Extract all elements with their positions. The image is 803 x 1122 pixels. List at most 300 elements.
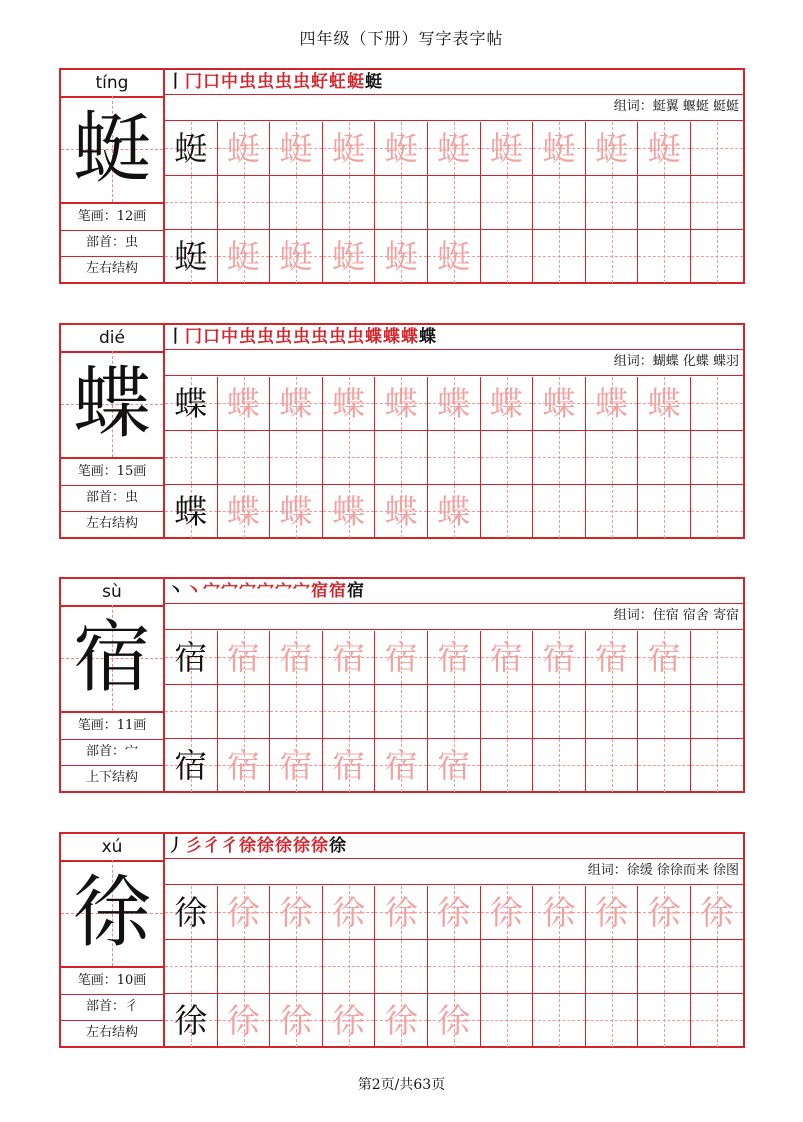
practice-cell[interactable] xyxy=(165,940,218,993)
practice-cell[interactable] xyxy=(586,485,639,538)
practice-cell[interactable] xyxy=(481,886,534,939)
stroke-step: 蝶 xyxy=(401,327,419,347)
stroke-step: 丨 xyxy=(167,72,185,92)
practice-cell[interactable] xyxy=(270,994,323,1047)
large-character-box xyxy=(61,351,163,459)
character-info-panel xyxy=(59,577,165,793)
practice-cell[interactable] xyxy=(428,994,481,1047)
trace-character: 宿 xyxy=(595,638,629,677)
stroke-count-label: 笔画：10画 xyxy=(61,968,163,995)
stroke-step: 徐 xyxy=(293,836,311,856)
character-block xyxy=(59,832,745,1048)
character-info-panel xyxy=(59,68,165,284)
practice-cell[interactable] xyxy=(270,739,323,792)
grid-guide-line xyxy=(612,485,613,538)
practice-cell[interactable] xyxy=(218,122,271,175)
grid-guide-line xyxy=(559,230,560,283)
grid-guide-line xyxy=(717,377,718,430)
pinyin: tíng xyxy=(61,70,163,98)
practice-panel xyxy=(165,577,745,793)
practice-cell[interactable] xyxy=(481,739,534,792)
practice-cell[interactable] xyxy=(270,230,323,283)
practice-cell[interactable] xyxy=(165,631,218,684)
grid-guide-line xyxy=(244,176,245,229)
grid-guide-line xyxy=(454,685,455,738)
grid-guide-line xyxy=(349,431,350,484)
practice-row xyxy=(165,176,743,229)
grid-guide-line xyxy=(559,176,560,229)
practice-cell[interactable] xyxy=(586,431,639,484)
stroke-count-label: 笔画：12画 xyxy=(61,204,163,231)
stroke-order-sequence xyxy=(167,834,347,858)
grid-guide-line xyxy=(559,940,560,993)
model-character: 蜓 xyxy=(174,129,208,168)
grid-guide-line xyxy=(612,176,613,229)
grid-guide-line xyxy=(717,485,718,538)
trace-character: 宿 xyxy=(384,746,418,785)
practice-cell[interactable] xyxy=(533,176,586,229)
practice-cell[interactable] xyxy=(691,230,744,283)
practice-cell[interactable] xyxy=(375,631,428,684)
practice-row xyxy=(165,886,743,939)
stroke-step: 徐 xyxy=(257,836,275,856)
stroke-step: 彡 xyxy=(185,836,203,856)
grid-guide-line xyxy=(296,176,297,229)
practice-cell[interactable] xyxy=(165,176,218,229)
grid-guide-line xyxy=(349,940,350,993)
stroke-step: 虫 xyxy=(257,72,275,92)
practice-cell[interactable] xyxy=(218,485,271,538)
practice-cell[interactable] xyxy=(586,377,639,430)
trace-character: 徐 xyxy=(700,893,734,932)
practice-cell[interactable] xyxy=(428,122,481,175)
practice-cell[interactable] xyxy=(375,485,428,538)
stroke-step: 口 xyxy=(203,72,221,92)
practice-cell[interactable] xyxy=(638,631,691,684)
grid-guide-line xyxy=(717,940,718,993)
trace-character: 蝶 xyxy=(437,384,471,423)
practice-cell[interactable] xyxy=(218,176,271,229)
practice-cell[interactable] xyxy=(481,230,534,283)
divider xyxy=(165,603,743,604)
trace-character: 蜓 xyxy=(332,129,366,168)
stroke-step: 宀 xyxy=(239,581,257,601)
trace-character: 徐 xyxy=(542,893,576,932)
practice-cell[interactable] xyxy=(323,631,376,684)
practice-panel xyxy=(165,68,745,284)
practice-cell[interactable] xyxy=(586,994,639,1047)
practice-cell[interactable] xyxy=(323,122,376,175)
trace-character: 蝶 xyxy=(437,492,471,531)
practice-cell[interactable] xyxy=(533,994,586,1047)
stroke-step: 口 xyxy=(203,327,221,347)
practice-cell[interactable] xyxy=(533,230,586,283)
practice-cell[interactable] xyxy=(375,176,428,229)
trace-character: 蝶 xyxy=(489,384,523,423)
practice-cell[interactable] xyxy=(586,685,639,738)
stroke-step: 蝶 xyxy=(365,327,383,347)
practice-cell[interactable] xyxy=(375,886,428,939)
practice-cell[interactable] xyxy=(533,631,586,684)
stroke-step: 宀 xyxy=(275,581,293,601)
grid-guide-line xyxy=(717,631,718,684)
practice-cell[interactable] xyxy=(375,377,428,430)
practice-cell[interactable] xyxy=(533,431,586,484)
practice-cell[interactable] xyxy=(481,631,534,684)
practice-cell[interactable] xyxy=(428,377,481,430)
pinyin: xú xyxy=(61,834,163,862)
practice-cell[interactable] xyxy=(481,122,534,175)
practice-cell[interactable] xyxy=(533,886,586,939)
practice-cell[interactable] xyxy=(165,886,218,939)
practice-cell[interactable] xyxy=(638,685,691,738)
divider xyxy=(165,375,743,376)
practice-row xyxy=(165,739,743,792)
grid-guide-line xyxy=(559,685,560,738)
practice-cell[interactable] xyxy=(323,940,376,993)
practice-cell[interactable] xyxy=(428,739,481,792)
practice-cell[interactable] xyxy=(375,685,428,738)
trace-character: 蜓 xyxy=(384,129,418,168)
grid-guide-line xyxy=(507,685,508,738)
practice-cell[interactable] xyxy=(638,994,691,1047)
practice-cell[interactable] xyxy=(586,631,639,684)
practice-cell[interactable] xyxy=(270,122,323,175)
model-character: 宿 xyxy=(174,746,208,785)
stroke-count-label: 笔画：15画 xyxy=(61,459,163,486)
practice-cell[interactable] xyxy=(323,485,376,538)
trace-character: 徐 xyxy=(595,893,629,932)
practice-cell[interactable] xyxy=(323,377,376,430)
trace-character: 蜓 xyxy=(226,129,260,168)
stroke-step: 虫 xyxy=(293,72,311,92)
practice-cell[interactable] xyxy=(270,431,323,484)
practice-cell[interactable] xyxy=(691,122,744,175)
large-character: 徐 xyxy=(72,868,151,958)
grid-guide-line xyxy=(559,994,560,1047)
practice-cell[interactable] xyxy=(218,431,271,484)
practice-panel xyxy=(165,323,745,539)
grid-guide-line xyxy=(401,431,402,484)
stroke-step: 丶 xyxy=(185,581,203,601)
practice-cell[interactable] xyxy=(481,377,534,430)
large-character: 蝶 xyxy=(72,359,151,449)
practice-cell[interactable] xyxy=(481,431,534,484)
practice-cell[interactable] xyxy=(638,940,691,993)
practice-cell[interactable] xyxy=(165,485,218,538)
stroke-step: 丨 xyxy=(167,327,185,347)
practice-cell[interactable] xyxy=(323,994,376,1047)
practice-cell[interactable] xyxy=(586,940,639,993)
trace-character: 蜓 xyxy=(332,237,366,276)
grid-guide-line xyxy=(612,739,613,792)
practice-cell[interactable] xyxy=(638,485,691,538)
model-character: 蝶 xyxy=(174,384,208,423)
model-character: 蝶 xyxy=(174,492,208,531)
practice-cell[interactable] xyxy=(165,994,218,1047)
practice-cell[interactable] xyxy=(428,230,481,283)
practice-cell[interactable] xyxy=(375,431,428,484)
character-block xyxy=(59,68,745,284)
practice-cell[interactable] xyxy=(428,940,481,993)
grid-guide-line xyxy=(507,994,508,1047)
stroke-step: 宀 xyxy=(293,581,311,601)
practice-cell[interactable] xyxy=(323,431,376,484)
stroke-step: 虫 xyxy=(239,72,257,92)
stroke-step: 彳 xyxy=(221,836,239,856)
practice-cell[interactable] xyxy=(691,739,744,792)
grid-guide-line xyxy=(717,739,718,792)
trace-character: 蝶 xyxy=(279,384,313,423)
practice-cell[interactable] xyxy=(165,377,218,430)
practice-cell[interactable] xyxy=(533,377,586,430)
structure-label: 左右结构 xyxy=(85,516,138,531)
trace-character: 宿 xyxy=(226,638,260,677)
practice-row xyxy=(165,940,743,993)
stroke-order-sequence xyxy=(167,70,383,94)
practice-cell[interactable] xyxy=(428,685,481,738)
practice-cell[interactable] xyxy=(638,886,691,939)
trace-character: 徐 xyxy=(489,893,523,932)
practice-cell[interactable] xyxy=(586,176,639,229)
practice-cell[interactable] xyxy=(218,940,271,993)
practice-cell[interactable] xyxy=(218,230,271,283)
trace-character: 蝶 xyxy=(226,384,260,423)
practice-cell[interactable] xyxy=(165,431,218,484)
grid-guide-line xyxy=(454,431,455,484)
practice-cell[interactable] xyxy=(638,431,691,484)
grid-guide-line xyxy=(507,485,508,538)
practice-row xyxy=(165,631,743,684)
divider xyxy=(165,94,743,95)
practice-cell[interactable] xyxy=(323,886,376,939)
grid-guide-line xyxy=(296,940,297,993)
trace-character: 蝶 xyxy=(595,384,629,423)
practice-cell[interactable] xyxy=(375,940,428,993)
grid-guide-line xyxy=(244,431,245,484)
practice-cell[interactable] xyxy=(691,431,744,484)
practice-cell[interactable] xyxy=(691,485,744,538)
practice-cell[interactable] xyxy=(270,485,323,538)
practice-cell[interactable] xyxy=(533,685,586,738)
practice-cell[interactable] xyxy=(481,685,534,738)
stroke-step: 蜓 xyxy=(347,72,365,92)
practice-cell[interactable] xyxy=(270,685,323,738)
trace-character: 宿 xyxy=(279,746,313,785)
grid-guide-line xyxy=(507,940,508,993)
stroke-step: 宿 xyxy=(329,581,347,601)
practice-cell[interactable] xyxy=(218,886,271,939)
trace-character: 宿 xyxy=(647,638,681,677)
trace-character: 蜓 xyxy=(595,129,629,168)
large-character: 蜓 xyxy=(72,104,151,194)
model-character: 徐 xyxy=(174,893,208,932)
practice-cell[interactable] xyxy=(270,176,323,229)
trace-character: 宿 xyxy=(332,746,366,785)
practice-cell[interactable] xyxy=(691,377,744,430)
practice-panel xyxy=(165,832,745,1048)
model-character: 徐 xyxy=(174,1001,208,1040)
grid-guide-line xyxy=(349,176,350,229)
practice-cell[interactable] xyxy=(481,485,534,538)
practice-cell[interactable] xyxy=(165,122,218,175)
practice-cell[interactable] xyxy=(533,485,586,538)
grid-guide-line xyxy=(612,431,613,484)
practice-cell[interactable] xyxy=(481,176,534,229)
stroke-step: 冂 xyxy=(185,327,203,347)
radical-label: 部首：虫 xyxy=(61,230,163,257)
practice-cell[interactable] xyxy=(218,377,271,430)
practice-cell[interactable] xyxy=(428,176,481,229)
trace-character: 徐 xyxy=(332,893,366,932)
stroke-step: 蚟 xyxy=(329,72,347,92)
practice-cell[interactable] xyxy=(323,176,376,229)
trace-character: 宿 xyxy=(489,638,523,677)
trace-character: 宿 xyxy=(384,638,418,677)
divider xyxy=(165,858,743,859)
practice-cell[interactable] xyxy=(533,739,586,792)
practice-cell[interactable] xyxy=(375,122,428,175)
practice-cell[interactable] xyxy=(691,940,744,993)
stroke-step: 虫 xyxy=(275,327,293,347)
practice-cell[interactable] xyxy=(218,739,271,792)
stroke-order-sequence xyxy=(167,579,365,603)
grid-guide-line xyxy=(664,994,665,1047)
stroke-step: 宀 xyxy=(257,581,275,601)
trace-character: 徐 xyxy=(226,1001,260,1040)
practice-cell[interactable] xyxy=(638,739,691,792)
grid-guide-line xyxy=(664,176,665,229)
trace-character: 徐 xyxy=(226,893,260,932)
practice-cell[interactable] xyxy=(586,886,639,939)
practice-row xyxy=(165,994,743,1047)
stroke-step: 中 xyxy=(221,72,239,92)
word-examples: 组词：住宿 宿舍 寄宿 xyxy=(613,608,739,623)
stroke-step: 虸 xyxy=(311,72,329,92)
stroke-step: 虫 xyxy=(347,327,365,347)
divider xyxy=(165,349,743,350)
practice-cell[interactable] xyxy=(323,230,376,283)
grid-guide-line xyxy=(559,431,560,484)
stroke-step: 宿 xyxy=(311,581,329,601)
structure-label: 左右结构 xyxy=(85,1025,138,1040)
grid-guide-line xyxy=(507,230,508,283)
grid-guide-line xyxy=(717,176,718,229)
trace-character: 蝶 xyxy=(332,492,366,531)
practice-cell[interactable] xyxy=(691,994,744,1047)
practice-cell[interactable] xyxy=(428,431,481,484)
practice-cell[interactable] xyxy=(375,230,428,283)
practice-row xyxy=(165,230,743,283)
practice-cell[interactable] xyxy=(586,230,639,283)
trace-character: 蝶 xyxy=(647,384,681,423)
word-examples: 组词：蝴蝶 化蝶 蝶羽 xyxy=(613,354,739,369)
grid-guide-line xyxy=(507,739,508,792)
trace-character: 蜓 xyxy=(647,129,681,168)
practice-cell[interactable] xyxy=(323,739,376,792)
practice-cell[interactable] xyxy=(270,886,323,939)
grid-guide-line xyxy=(612,685,613,738)
stroke-step: 彳 xyxy=(203,836,221,856)
stroke-order-sequence xyxy=(167,325,437,349)
practice-cell[interactable] xyxy=(218,685,271,738)
model-character: 宿 xyxy=(174,638,208,677)
practice-cell[interactable] xyxy=(638,122,691,175)
practice-cell[interactable] xyxy=(428,485,481,538)
practice-cell[interactable] xyxy=(165,685,218,738)
practice-cell[interactable] xyxy=(481,940,534,993)
stroke-step: 虫 xyxy=(239,327,257,347)
practice-cell[interactable] xyxy=(165,739,218,792)
practice-cell[interactable] xyxy=(165,230,218,283)
trace-character: 徐 xyxy=(647,893,681,932)
practice-row xyxy=(165,377,743,430)
practice-cell[interactable] xyxy=(428,886,481,939)
trace-character: 宿 xyxy=(437,746,471,785)
divider xyxy=(165,884,743,885)
practice-cell[interactable] xyxy=(691,631,744,684)
stroke-step: 丿 xyxy=(167,836,185,856)
practice-cell[interactable] xyxy=(586,739,639,792)
stroke-step: 蜓 xyxy=(365,72,383,92)
practice-cell[interactable] xyxy=(638,377,691,430)
grid-guide-line xyxy=(244,685,245,738)
practice-cell[interactable] xyxy=(270,377,323,430)
practice-cell[interactable] xyxy=(375,739,428,792)
practice-cell[interactable] xyxy=(533,940,586,993)
trace-character: 蜓 xyxy=(279,129,313,168)
trace-character: 徐 xyxy=(384,1001,418,1040)
practice-row xyxy=(165,431,743,484)
practice-cell[interactable] xyxy=(323,685,376,738)
practice-cell[interactable] xyxy=(481,994,534,1047)
practice-cell[interactable] xyxy=(691,176,744,229)
practice-cell[interactable] xyxy=(638,230,691,283)
stroke-step: 徐 xyxy=(311,836,329,856)
practice-cell[interactable] xyxy=(691,886,744,939)
stroke-step: 虫 xyxy=(257,327,275,347)
radical-label: 部首：彳 xyxy=(61,994,163,1021)
practice-cell[interactable] xyxy=(533,122,586,175)
page-title: 四年级（下册）写字表字帖 xyxy=(299,29,504,48)
practice-cell[interactable] xyxy=(270,940,323,993)
practice-cell[interactable] xyxy=(638,176,691,229)
stroke-step: 宿 xyxy=(347,581,365,601)
practice-cell[interactable] xyxy=(586,122,639,175)
character-info-panel xyxy=(59,832,165,1048)
trace-character: 蜓 xyxy=(384,237,418,276)
grid-guide-line xyxy=(664,230,665,283)
trace-character: 蜓 xyxy=(489,129,523,168)
practice-cell[interactable] xyxy=(375,994,428,1047)
practice-cell[interactable] xyxy=(428,631,481,684)
grid-guide-line xyxy=(454,176,455,229)
practice-cell[interactable] xyxy=(218,631,271,684)
grid-guide-line xyxy=(717,122,718,175)
practice-cell[interactable] xyxy=(218,994,271,1047)
practice-cell[interactable] xyxy=(270,631,323,684)
practice-cell[interactable] xyxy=(691,685,744,738)
trace-character: 蝶 xyxy=(279,492,313,531)
grid-guide-line xyxy=(401,685,402,738)
trace-character: 宿 xyxy=(437,638,471,677)
trace-character: 蜓 xyxy=(226,237,260,276)
trace-character: 徐 xyxy=(332,1001,366,1040)
grid-guide-line xyxy=(559,485,560,538)
grid-guide-line xyxy=(191,176,192,229)
stroke-count-label: 笔画：11画 xyxy=(61,713,163,740)
grid-guide-line xyxy=(717,994,718,1047)
